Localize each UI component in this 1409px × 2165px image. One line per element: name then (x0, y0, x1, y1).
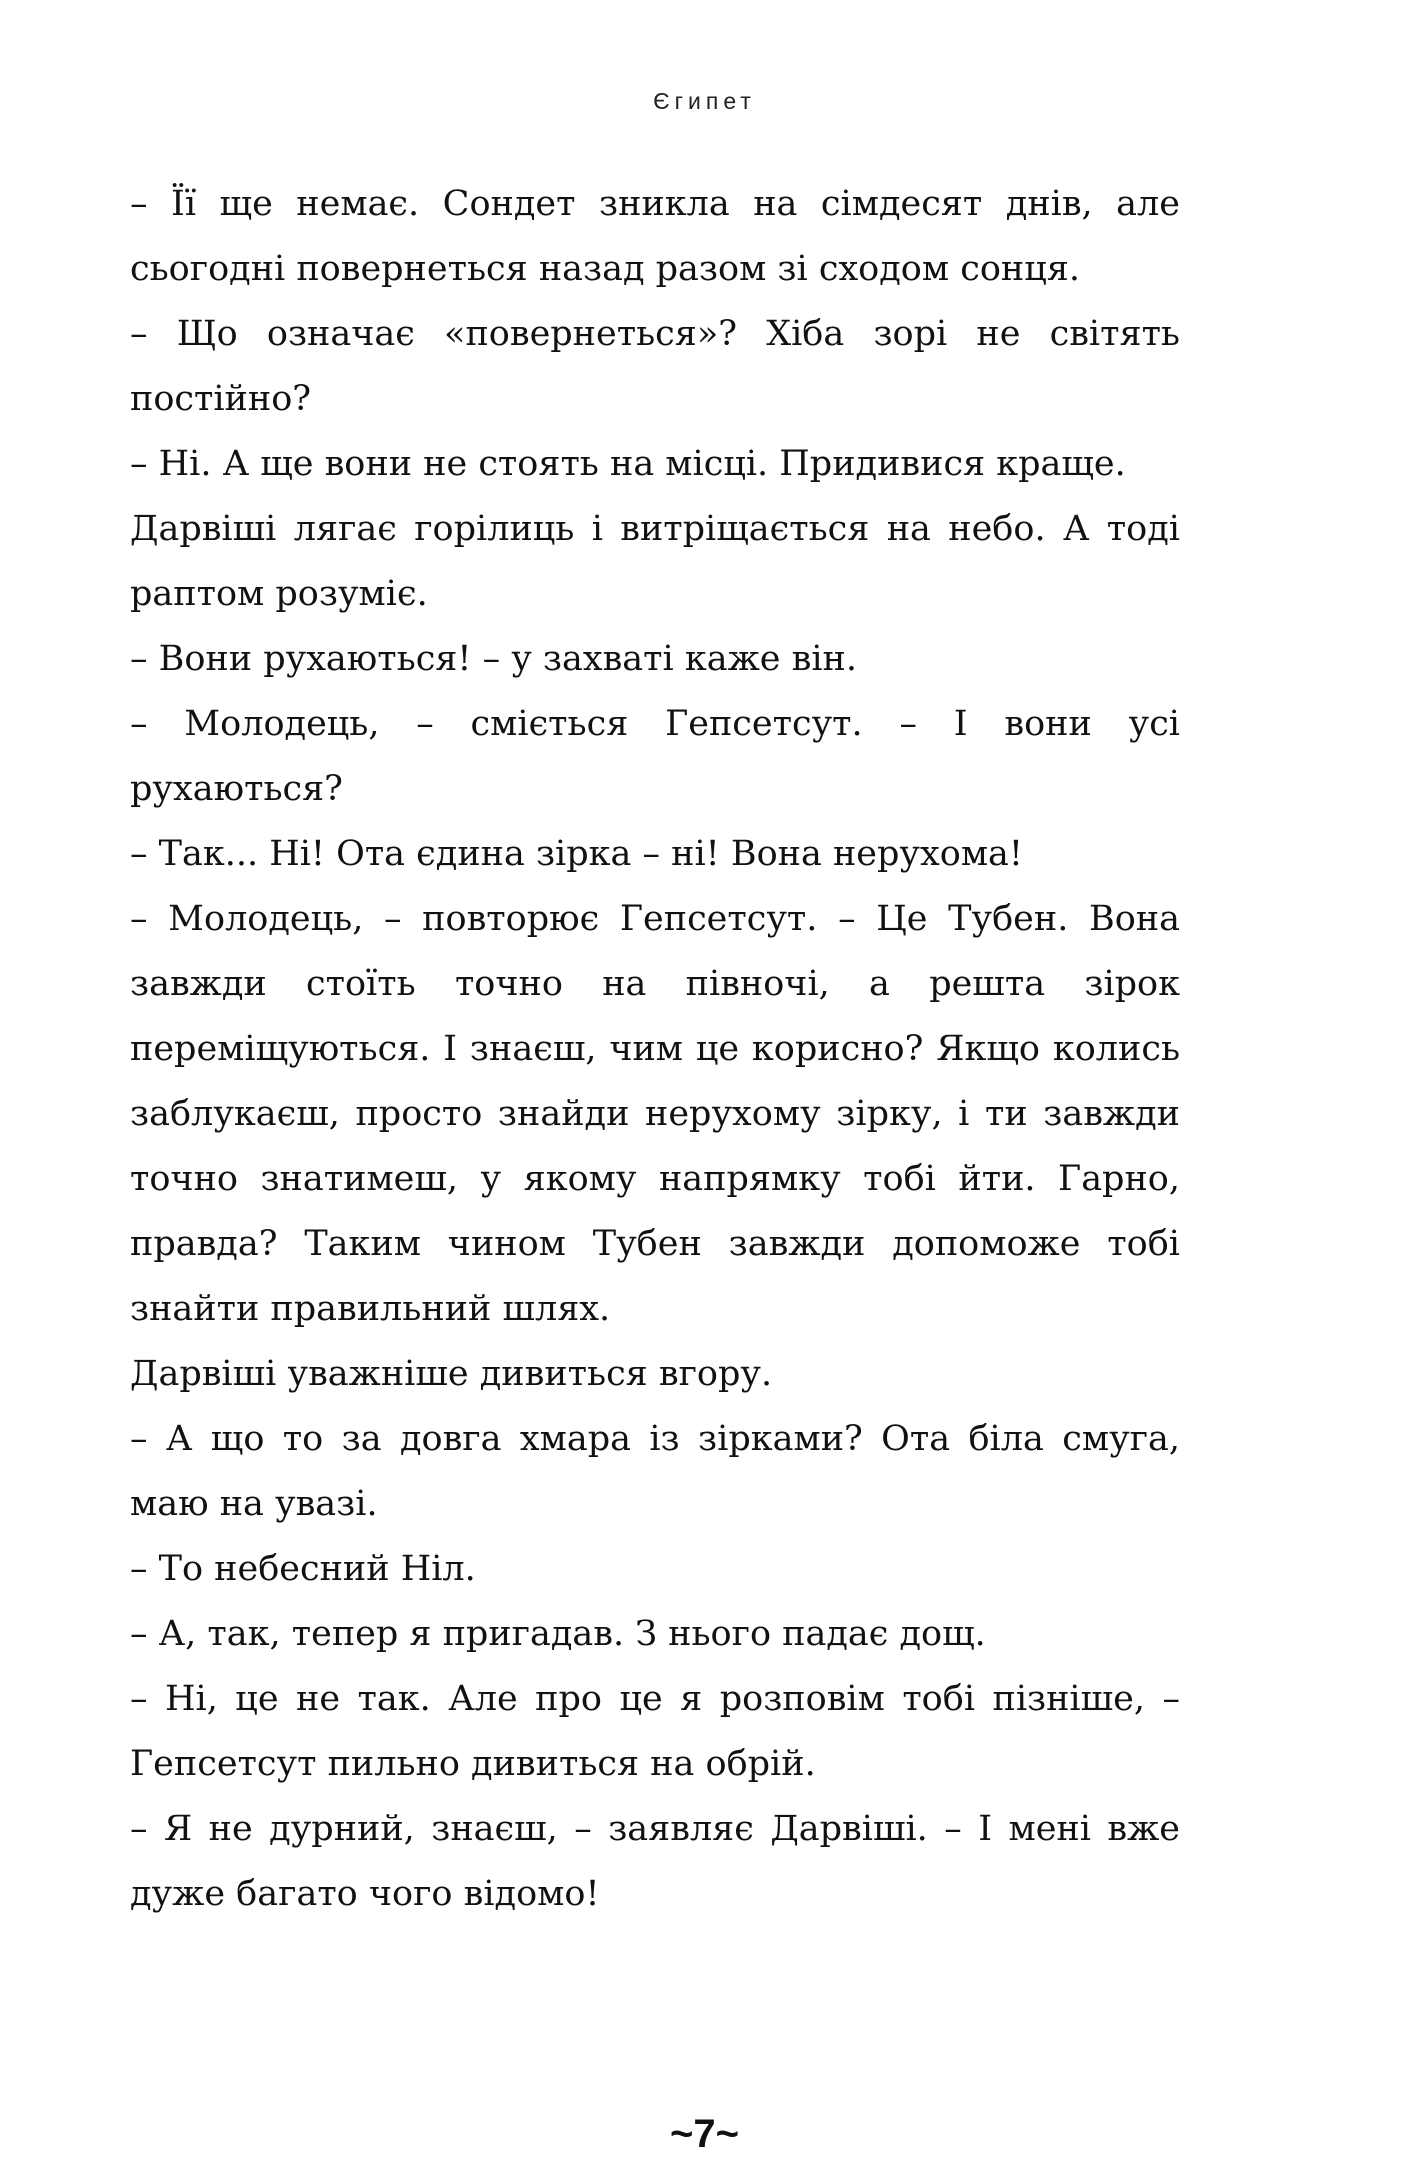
paragraph-9: Дарвіші уважніше дивиться вгору. (130, 1354, 773, 1394)
body-text (130, 172, 1180, 1927)
paragraph-6: – Молодець, – сміється Гепсетсут. – І вони усі рухаються? (130, 704, 1180, 809)
paragraph-12: – А, так, тепер я пригадав. З нього падає дощ. (130, 1614, 986, 1654)
page-number: ~7~ (670, 2112, 739, 2156)
paragraph-3: – Ні. А ще вони не стоять на місці. Придивися краще. (130, 444, 1126, 484)
paragraph-11: – То небесний Ніл. (130, 1549, 476, 1589)
paragraph-14: – Я не дурний, знаєш, – заявляє Дарвіші. – І мені вже дуже багато чого відомо! (130, 1809, 1180, 1914)
paragraph-1: – Її ще немає. Сондет зникла на сімдесят днів, але сьогодні повернеться назад разом зі сходом сонця. (130, 184, 1180, 289)
paragraph-4: Дарвіші лягає горілиць і витріщається на небо. А тоді раптом розуміє. (130, 509, 1180, 614)
paragraph-13: – Ні, це не так. Але про це я розповім тобі пізніше, – Гепсетсут пильно дивиться на обрій. (130, 1679, 1180, 1784)
running-head: Єгипет (653, 88, 756, 114)
paragraph-5: – Вони рухаються! – у захваті каже він. (130, 639, 857, 679)
paragraph-7: – Так... Ні! Ота єдина зірка – ні! Вона нерухома! (130, 834, 1023, 874)
paragraph-8: – Молодець, – повторює Гепсетсут. – Це Тубен. Вона завжди стоїть точно на півночі, а решта зірок переміщуються. І знаєш, чим це корисно? Якщо колись заблукаєш, просто знайди нерухому зірку, і ти завжди точно знатимеш, у якому напрямку тобі йти. Гарно, правда? Таким чином Тубен завжди допоможе тобі знайти правильний шлях. (130, 899, 1180, 1329)
paragraph-10: – А що то за довга хмара із зірками? Ота біла смуга, маю на увазі. (130, 1419, 1180, 1524)
paragraph-2: – Що означає «повернеться»? Хіба зорі не світять постійно? (130, 314, 1180, 419)
